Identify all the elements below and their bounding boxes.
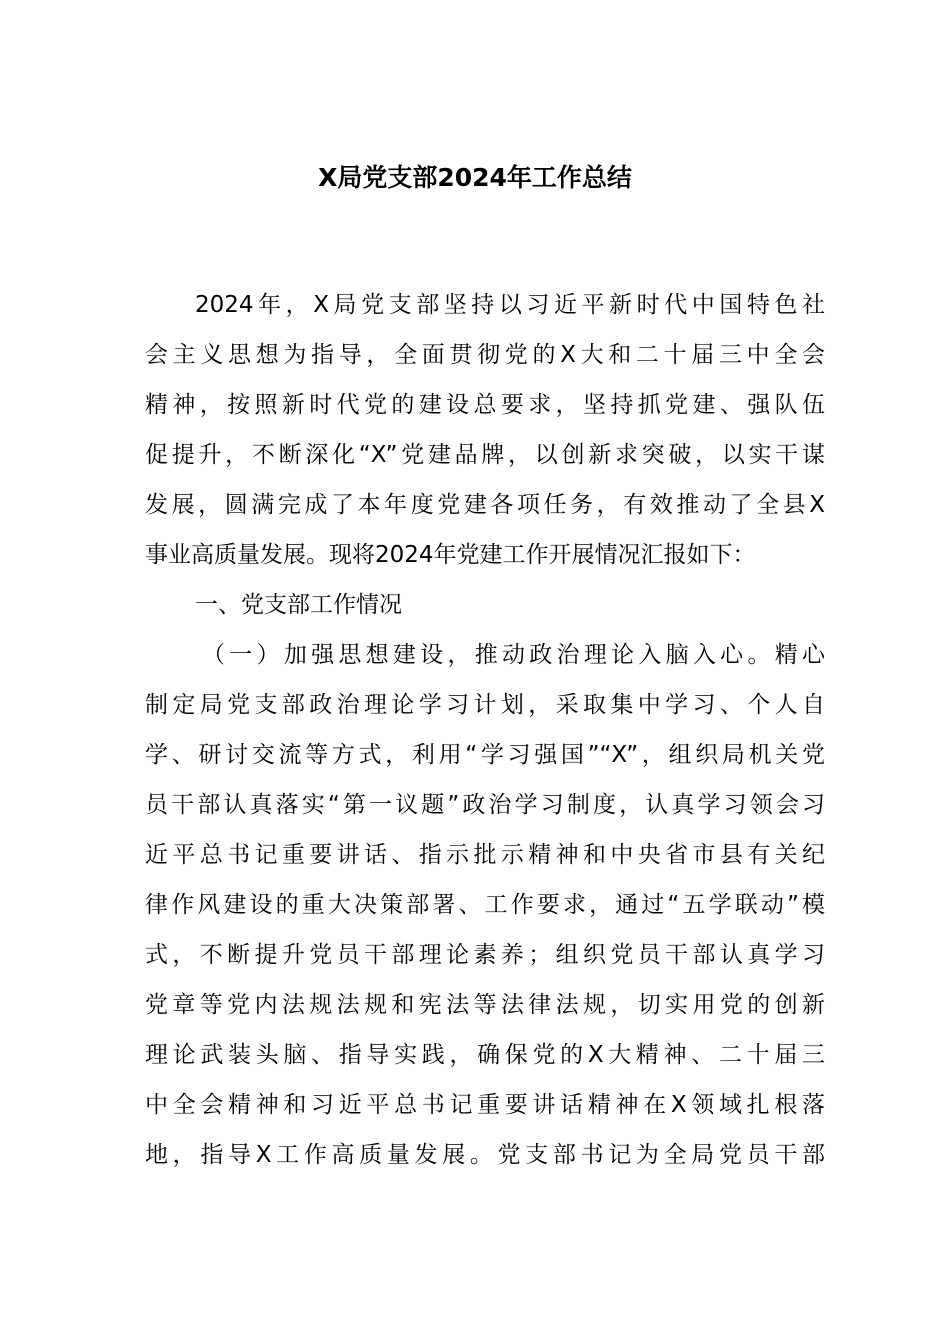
document-body (145, 280, 825, 1180)
paragraph-line: 中全会精神和习近平总书记重要讲话精神在X领域扎根落 (145, 1092, 825, 1118)
paragraph-line: 事业高质量发展。现将2024年党建工作开展情况汇报如下： (145, 542, 756, 568)
paragraph-line: 律作风建设的重大决策部署、工作要求，通过“五学联动”模 (145, 892, 825, 918)
paragraph-line: 近平总书记重要讲话、指示批示精神和中央省市县有关纪 (145, 842, 825, 868)
paragraph-line: 会主义思想为指导，全面贯彻党的X大和二十届三中全会 (145, 342, 825, 368)
paragraph-line: 2024年，X局党支部坚持以习近平新时代中国特色社 (195, 292, 825, 318)
paragraph-line: 党章等党内法规法规和宪法等法律法规，切实用党的创新 (145, 992, 825, 1018)
paragraph-line: 学、研讨交流等方式，利用“学习强国”“X”，组织局机关党 (145, 742, 825, 768)
paragraph-line: 式，不断提升党员干部理论素养；组织党员干部认真学习 (145, 942, 825, 968)
paragraph-line: 员干部认真落实“第一议题”政治学习制度，认真学习领会习 (145, 792, 825, 818)
paragraph-line: 地，指导X工作高质量发展。党支部书记为全局党员干部 (145, 1142, 825, 1168)
paragraph-line: 精神，按照新时代党的建设总要求，坚持抓党建、强队伍 (145, 392, 825, 418)
paragraph-line: 制定局党支部政治理论学习计划，采取集中学习、个人自 (145, 692, 825, 718)
paragraph-line: 促提升，不断深化“X”党建品牌，以创新求突破，以实干谋 (145, 442, 825, 468)
paragraph-line: 发展，圆满完成了本年度党建各项任务，有效推动了全县X (145, 492, 825, 518)
paragraph-line: （一）加强思想建设，推动政治理论入脑入心。精心 (202, 642, 825, 668)
paragraph-line: 理论武装头脑、指导实践，确保党的X大精神、二十届三 (145, 1042, 825, 1068)
section-heading: 一、党支部工作情况 (195, 592, 402, 618)
document-title: X局党支部2024年工作总结 (318, 163, 632, 192)
